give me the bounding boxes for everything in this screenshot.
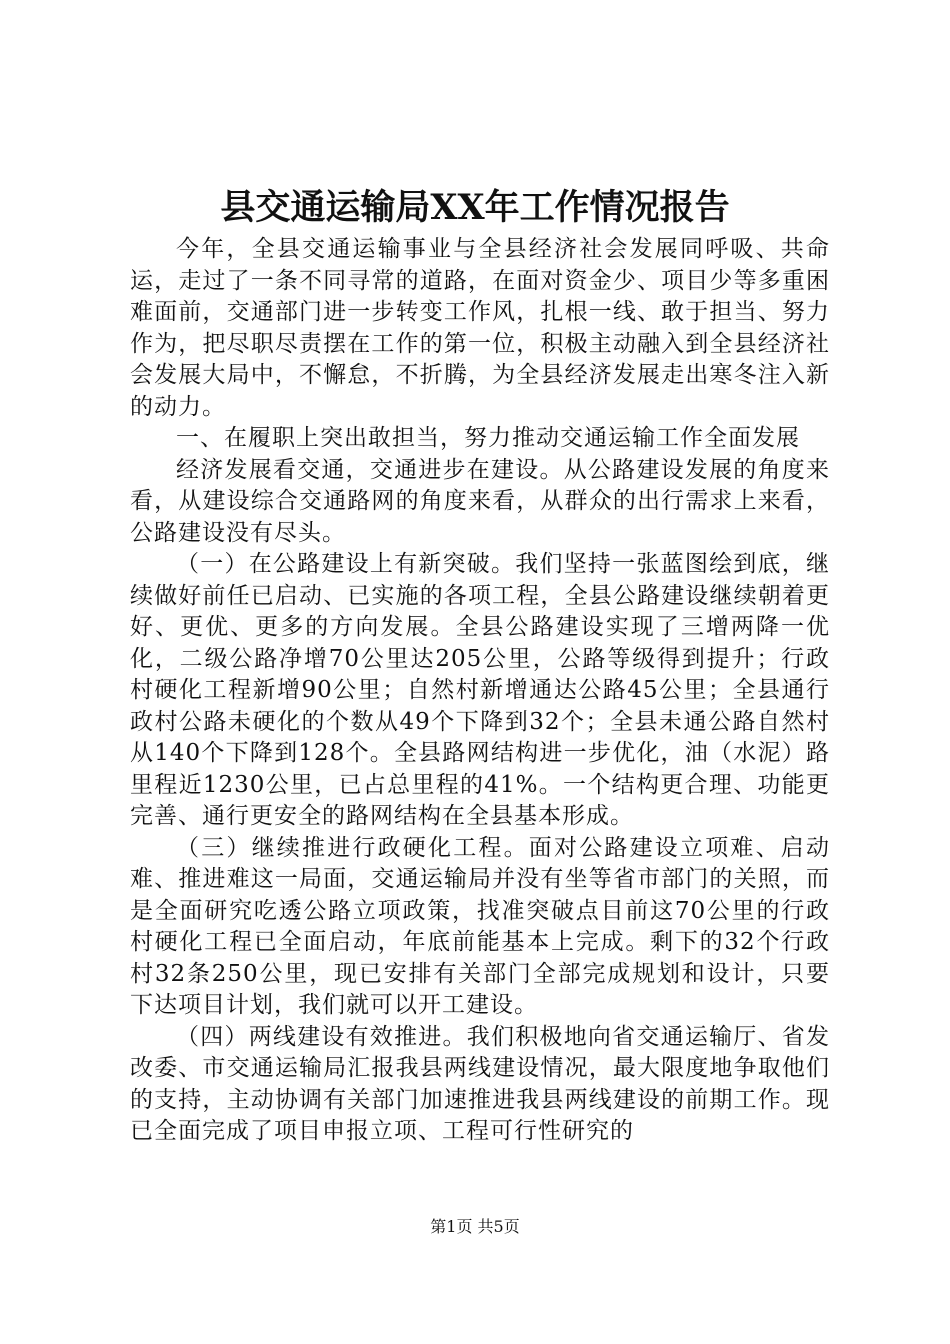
document-body [130, 234, 830, 1148]
document-title: 县交通运输局XX年工作情况报告 [220, 187, 730, 228]
section-heading-1: 一、在履职上突出敢担当，努力推动交通运输工作全面发展 [176, 425, 800, 451]
paragraph-economy: 经济发展看交通，交通进步在建设。从公路建设发展的角度来看，从建设综合交通路网的角度来看，从群众的出行需求上来看，公路建设没有尽头。 [130, 456, 830, 546]
paragraph-two-lines: （四）两线建设有效推进。我们积极地向省交通运输厅、省发改委、市交通运输局汇报我县两线建设情况，最大限度地争取他们的支持，主动协调有关部门加速推进我县两线建设的前期工作。现已全面完成了项目申报立项、工程可行性研究的 [130, 1023, 830, 1144]
paragraph-intro: 今年，全县交通运输事业与全县经济社会发展同呼吸、共命运，走过了一条不同寻常的道路，在面对资金少、项目少等多重困难面前，交通部门进一步转变工作风，扎根一线、敢于担当、努力作为，把尽职尽责摆在工作的第一位，积极主动融入到全县经济社会发展大局中，不懈怠，不折腾，为全县经济发展走出寒冬注入新的动力。 [130, 236, 830, 420]
paragraph-village-hardening: （三）继续推进行政硬化工程。面对公路建设立项难、启动难、推进难这一局面，交通运输局并没有坐等省市部门的关照，而是全面研究吃透公路立项政策，找准突破点目前这70公里的行政村硬化工程已全面启动，年底前能基本上完成。剩下的32个行政村32条250公里，现已安排有关部门全部完成规划和设计，只要下达项目计划，我们就可以开工建设。 [130, 834, 830, 1018]
page-number-footer: 第1页 共5页 [430, 1217, 520, 1236]
paragraph-highway-construction: （一）在公路建设上有新突破。我们坚持一张蓝图绘到底，继续做好前任已启动、已实施的各项工程，全县公路建设继续朝着更好、更优、更多的方向发展。全县公路建设实现了三增两降一优化，二级公路净增70公里达205公里，公路等级得到提升；行政村硬化工程新增90公里；自然村新增通达公路45公里；全县通行政村公路未硬化的个数从49个下降到32个；全县未通公路自然村从140个下降到128个。全县路网结构进一步优化，油（水泥）路里程近1230公里，已占总里程的41%。一个结构更合理、功能更完善、通行更安全的路网结构在全县基本形成。 [130, 551, 830, 829]
